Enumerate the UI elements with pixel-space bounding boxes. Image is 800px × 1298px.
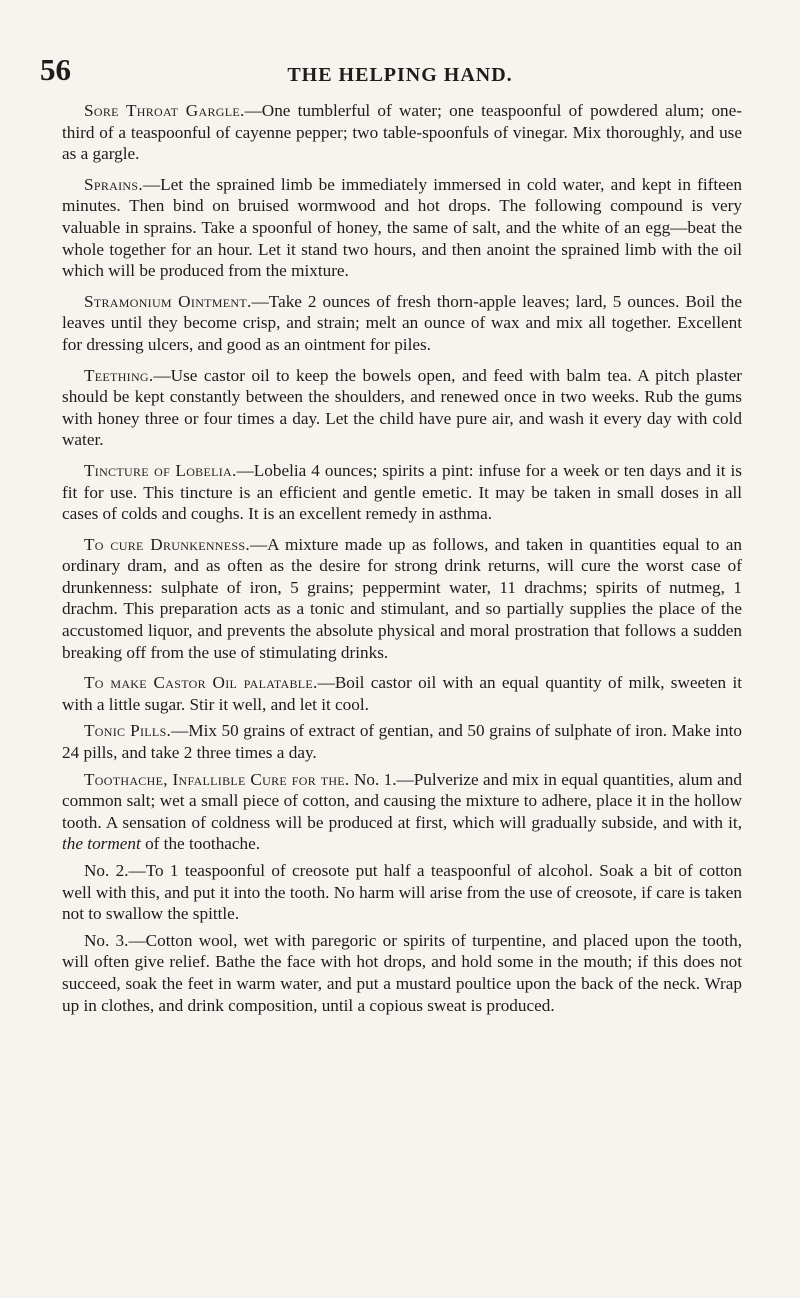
entry-text: —Let the sprained limb be immediately immersed in cold water, and kept in fifteen minutes. Then bind on bruised wormwood and hot drops. The following compound is very valuable in sprains. Take a spoonful of honey, the same of salt, and the white of an egg—beat the whole together for an hour. Let it stand two hours, and then anoint the sprained limb with the oil which will be produced from the mixture.	[62, 174, 742, 281]
page-header	[40, 52, 760, 88]
entry-tonic-pills	[62, 720, 742, 763]
entry-text: No. 1.—Pulverize and mix in equal quantities, alum and common salt; wet a small piece of cotton, and causing the mixture to adhere, place it in the hollow tooth. A sensation of coldness will be produced at first, which will gradually subside, and with it,	[62, 769, 742, 832]
entry-text: —One tumblerful of water; one teaspoonful of powdered alum; one-third of a teaspoonful of cayenne pepper; two table-spoonfuls of vinegar. Mix thoroughly, and use as a gargle.	[62, 101, 742, 164]
entry-heading: Tonic Pills.	[84, 721, 172, 741]
entry-heading: Sore Throat Gargle.	[84, 101, 245, 120]
entry-italic-phrase: the torment	[62, 834, 141, 854]
entry-text-end: of the toothache.	[140, 834, 261, 854]
entry-text: —Boil castor oil with an equal quantity of milk, sweeten it with a little sugar. Stir it well, and let it cool.	[62, 673, 742, 714]
entry-stramonium-ointment	[62, 291, 742, 356]
page-number: 56	[40, 52, 71, 87]
entry-heading: Sprains.	[84, 174, 143, 194]
entry-toothache-no-1	[62, 769, 742, 855]
entry-sore-throat-gargle	[62, 100, 742, 165]
entry-heading: To make Castor Oil palatable.	[84, 673, 318, 693]
entry-toothache-no-2	[62, 860, 742, 925]
entry-text: No. 3.—Cotton wool, wet with paregoric or spirits of turpentine, and placed upon the tooth, will often give relief. Bathe the face with hot drops, and hold some in the mouth; if this does not succeed, soak the feet in warm water, and put a mustard poultice upon the back of the neck. Wrap up in clothes, and drink composition, until a copious sweat is produced.	[62, 930, 742, 1015]
entry-heading: Tincture of Lobelia.	[84, 460, 237, 480]
entry-heading: Teething.	[84, 365, 154, 385]
entry-heading: Toothache, Infallible Cure for the.	[84, 769, 350, 789]
entry-tincture-of-lobelia	[62, 460, 742, 525]
entry-text: —Lobelia 4 ounces; spirits a pint: infuse for a week or ten days and it is fit for use. This tincture is an efficient and gentle emetic. It may be taken in small doses in all cases of colds and coughs. It is an excellent remedy in asthma.	[62, 460, 742, 524]
page-body	[62, 100, 742, 1021]
entry-text: —A mixture made up as follows, and taken in quantities equal to an ordinary dram, and as often as the desire for strong drink returns, will cure the worst case of drunkenness: sulphate of iron, 5 grains; peppermint water, 11 drachms; spirits of nutmeg, 1 drachm. This preparation acts as a tonic and stimulant, and so partially supplies the place of the accustomed liquor, and prevents the absolute physical and moral prostration that follows a sudden breaking off from the use of stimulating drinks.	[62, 534, 742, 662]
entry-text: —Mix 50 grains of extract of gentian, and 50 grains of sulphate of iron. Make into 24 pills, and take 2 three times a day.	[62, 721, 742, 763]
entry-text: No. 2.—To 1 teaspoonful of creosote put half a teaspoonful of alcohol. Soak a bit of cotton well with this, and put it into the tooth. No harm will arise from the use of creosote, if care is taken not to swallow the spittle.	[62, 861, 742, 924]
entry-cure-drunkenness	[62, 534, 742, 664]
entry-toothache-no-3	[62, 930, 742, 1016]
entry-heading: To cure Drunkenness.	[84, 534, 250, 554]
entry-teething	[62, 365, 742, 451]
entry-castor-oil-palatable	[62, 672, 742, 715]
entry-heading: Stramonium Ointment.	[84, 291, 252, 311]
entry-text: —Use castor oil to keep the bowels open, and feed with balm tea. A pitch plaster should be kept constantly between the shoulders, and renewed once in two weeks. Rub the gums with honey three or four times a day. Let the child have pure air, and wash it every day with cold water.	[62, 365, 742, 450]
entry-sprains	[62, 174, 742, 282]
entry-text: —Take 2 ounces of fresh thorn-apple leaves; lard, 5 ounces. Boil the leaves until they become crisp, and strain; melt an ounce of wax and mix all together. Excellent for dressing ulcers, and good as an ointment for piles.	[62, 291, 742, 354]
running-title: THE HELPING HAND.	[287, 64, 513, 86]
